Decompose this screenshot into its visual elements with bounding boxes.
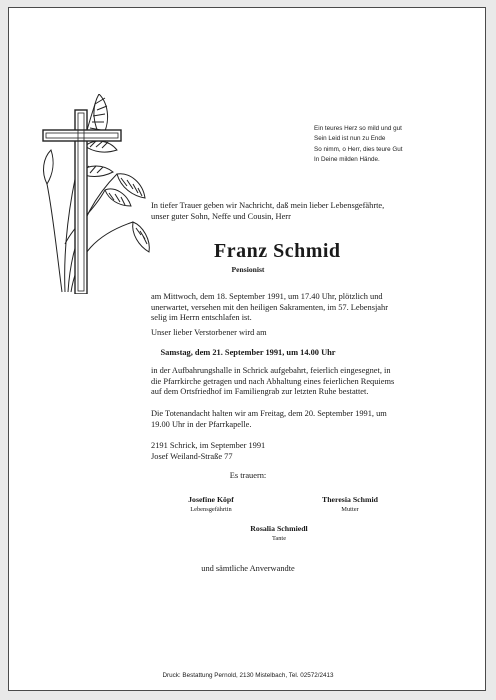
text-line: selig im Herrn entschlafen ist. [151, 313, 252, 323]
text-line: In tiefer Trauer geben wir Nachricht, daß mein lieber Lebensgefährte, [151, 201, 385, 210]
funeral-intro: Unser lieber Verstorbener wird am [151, 328, 267, 337]
text-line: Die Totenandacht halten wir am Freitag, dem 20. September 1991, um [151, 409, 387, 418]
mourner-relation: Mutter [341, 506, 359, 513]
mourner-entry [239, 524, 319, 542]
poem-line: Ein teures Herz so mild und gut [314, 125, 402, 132]
printer-footer: Druck: Bestattung Pernold, 2130 Mistelbach, Tel. 02572/2413 [162, 672, 334, 679]
text-line: auf dem Ortsfriedhof im Familiengrab zur letzten Ruhe bestattet. [151, 387, 369, 397]
cross-and-wheat-icon [35, 94, 153, 294]
poem-line: In Deine milden Hände. [314, 156, 380, 164]
intro-paragraph [151, 201, 384, 222]
poem-verse [314, 124, 403, 166]
poem-line: So nimm, o Herr, dies teure Gut [314, 145, 403, 153]
text-line: Josef Weiland-Straße 77 [151, 451, 233, 461]
mourner-name: Theresia Schmid [322, 495, 378, 504]
address-block [151, 441, 265, 462]
mourner-entry [175, 495, 247, 513]
prayer-paragraph [151, 409, 387, 430]
funeral-date: Samstag, dem 21. September 1991, um 14.00 Uhr [160, 348, 336, 357]
text-line: unerwartet, versehen mit den heiligen Sakramenten, im 57. Lebensjahr [151, 302, 388, 312]
text-line: unser guter Sohn, Neffe und Cousin, Herr [151, 211, 291, 221]
mourner-relation: Lebensgefährtin [190, 506, 232, 513]
funeral-paragraph [151, 366, 394, 398]
poem-line: Sein Leid ist nun zu Ende [314, 135, 386, 143]
text-line: in der Aufbahrungshalle in Schrick aufgebahrt, feierlich eingesegnet, in [151, 366, 391, 375]
deceased-name: Franz Schmid [214, 240, 341, 262]
text-line: am Mittwoch, dem 18. September 1991, um 17.40 Uhr, plötzlich und [151, 292, 383, 301]
deceased-title: Pensionist [231, 265, 265, 274]
text-line: 2191 Schrick, im September 1991 [151, 441, 266, 450]
obituary-sheet [8, 7, 486, 691]
mourner-entry [305, 495, 395, 513]
text-line: die Pfarrkirche getragen und nach Abhaltung eines feierlichen Requiems [151, 376, 395, 386]
mourner-relation: Tante [271, 535, 287, 542]
passing-paragraph [151, 292, 388, 324]
mourner-name: Josefine Köpf [188, 495, 234, 504]
text-line: 19.00 Uhr in der Pfarrkapelle. [151, 419, 252, 429]
mourners-heading: Es trauern: [229, 471, 267, 480]
mourner-name: Rosalia Schmiedl [250, 524, 308, 533]
other-relatives: und sämtliche Anverwandte [201, 564, 295, 573]
